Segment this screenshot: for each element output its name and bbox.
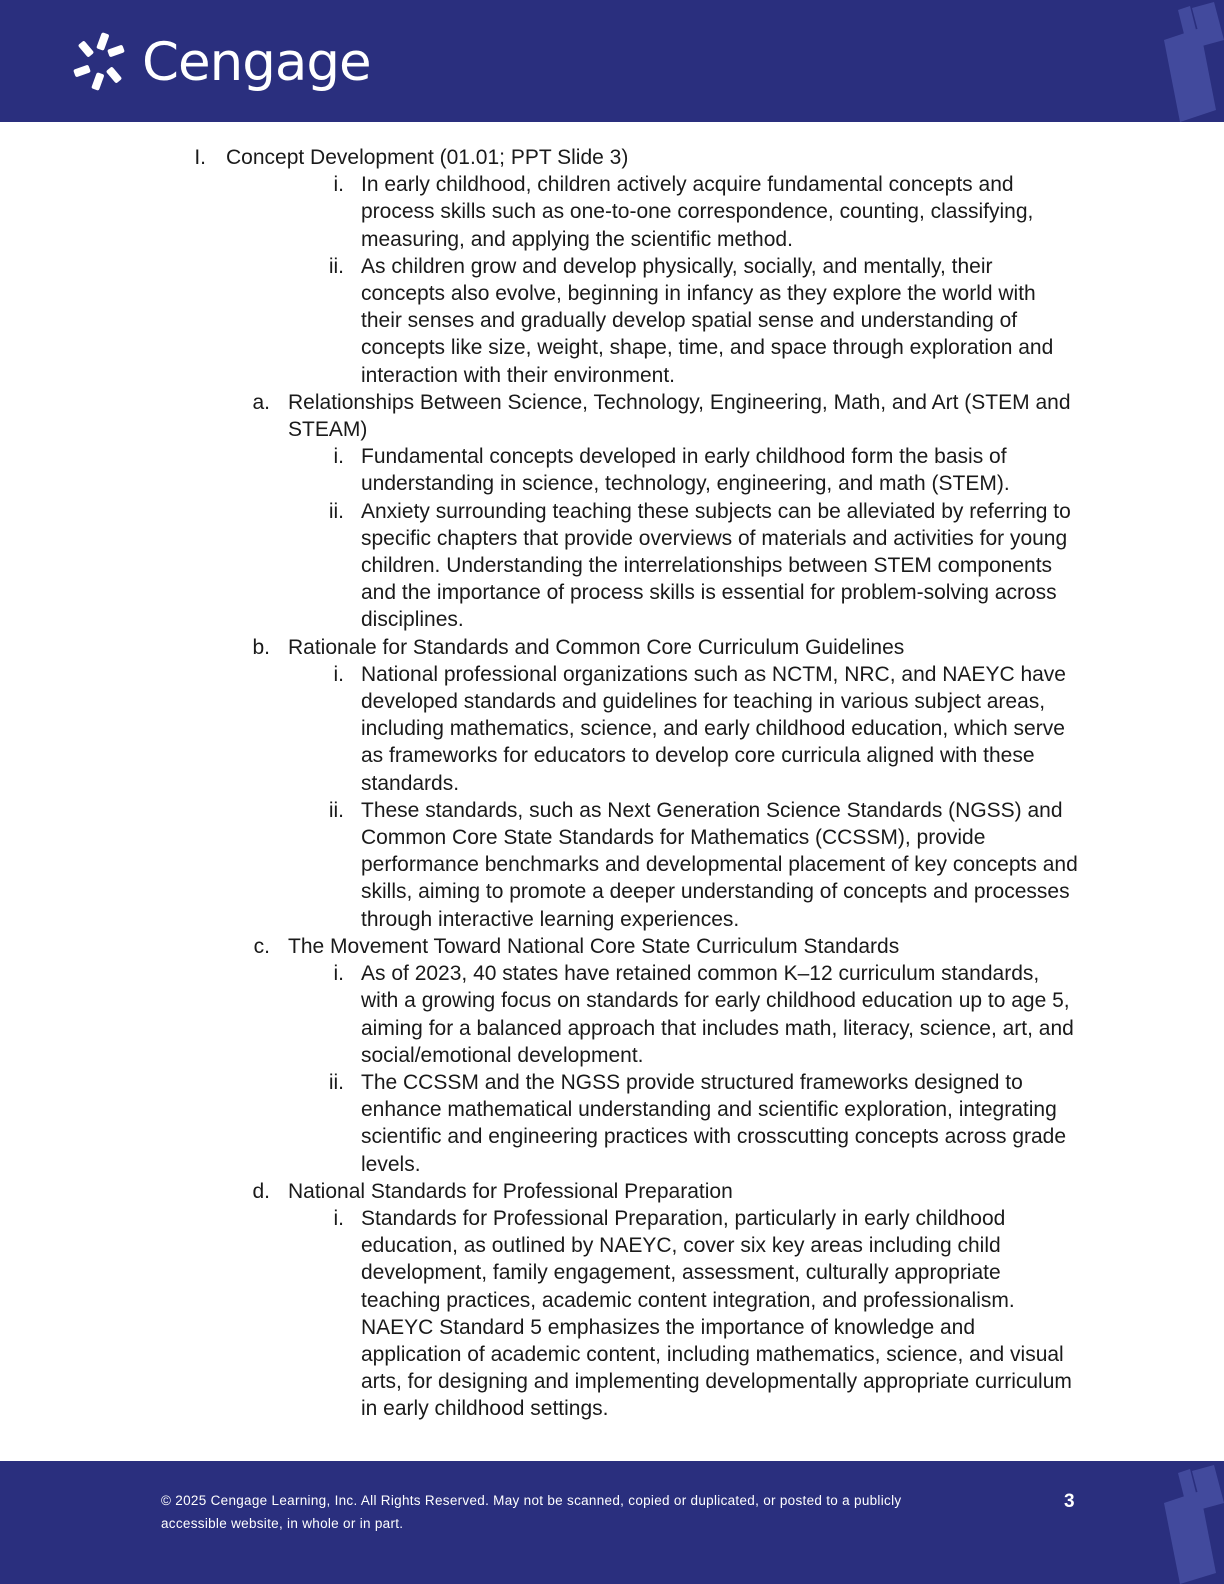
outline-marker: ii.	[328, 1070, 344, 1094]
outline-item-level-3	[0, 960, 1224, 1069]
outline-text: Concept Development (01.01; PPT Slide 3)	[226, 146, 629, 169]
outline-text: National Standards for Professional Preparation	[288, 1179, 733, 1203]
outline-text: National professional organizations such as NCTM, NRC, and NAEYC have developed standards and guidelines for teaching in various subject areas, including mathematics, science, and early childhood education, which serve as frameworks for educators to develop core curricula aligned with these standards.	[361, 662, 1066, 795]
outline-text: Anxiety surrounding teaching these subjects can be alleviated by referring to specific chapters that provide overviews of materials and activities for young children. Understanding the interrelationships between STEM components and the importance of process skills is essential for problem-solving across disciplines.	[361, 499, 1071, 632]
page-footer	[0, 1461, 1224, 1584]
outline-item-level-3	[0, 1069, 1224, 1178]
cengage-logo-icon	[72, 31, 134, 93]
outline-marker: ii.	[328, 254, 344, 278]
outline-item-level-2	[0, 634, 1224, 661]
outline-text: These standards, such as Next Generation Science Standards (NGSS) and Common Core State Standards for Mathematics (CCSSM), provide performance benchmarks and developmental placement of key concepts and skills, aiming to promote a deeper understanding of concepts and processes through interactive learning experiences.	[361, 798, 1078, 931]
outline-text: Relationships Between Science, Technology, Engineering, Math, and Art (STEM and STEAM)	[288, 390, 1071, 442]
document-outline	[0, 144, 1224, 1423]
outline-item-level-3	[0, 1205, 1224, 1423]
outline-text: Fundamental concepts developed in early childhood form the basis of understanding in science, technology, engineering, and math (STEM).	[361, 445, 1010, 496]
outline-marker: i.	[333, 1206, 344, 1230]
outline-item-level-3	[0, 443, 1224, 497]
outline-text: The Movement Toward National Core State Curriculum Standards	[288, 934, 900, 958]
corner-decoration-icon	[1144, 0, 1224, 122]
outline-marker: ii.	[328, 499, 344, 523]
outline-marker: i.	[333, 662, 344, 686]
outline-marker: d.	[252, 1179, 270, 1203]
outline-marker: b.	[252, 635, 270, 659]
outline-text: In early childhood, children actively acquire fundamental concepts and process skills such as one-to-one correspondence, counting, classifying, measuring, and applying the scientific method.	[361, 173, 1034, 251]
copyright-notice: © 2025 Cengage Learning, Inc. All Rights Reserved. May not be scanned, copied or duplicated, or posted to a publicly accessible website, in whole or in part.	[161, 1493, 902, 1531]
outline-text: Rationale for Standards and Common Core Curriculum Guidelines	[288, 635, 905, 659]
outline-text: The CCSSM and the NGSS provide structured frameworks designed to enhance mathematical understanding and scientific exploration, integrating scientific and engineering practices with crosscutting concepts across grade levels.	[361, 1070, 1067, 1176]
outline-item-level-3	[0, 253, 1224, 389]
outline-marker: i.	[333, 445, 344, 469]
outline-item-level-3	[0, 797, 1224, 933]
brand-name: Cengage	[142, 31, 371, 93]
page-header	[0, 0, 1224, 122]
corner-decoration-icon	[1144, 1461, 1224, 1584]
outline-item-level-1	[0, 144, 1224, 171]
outline-item-level-3	[0, 171, 1224, 253]
outline-marker: i.	[333, 173, 344, 197]
outline-item-level-2	[0, 1178, 1224, 1205]
cengage-logo	[72, 30, 371, 94]
outline-item-level-2	[0, 933, 1224, 960]
outline-marker: c.	[253, 934, 270, 958]
outline-text: As of 2023, 40 states have retained common K–12 curriculum standards, with a growing focus on standards for early childhood education up to age 5, aiming for a balanced approach that includes math, literacy, science, art, and social/emotional development.	[361, 962, 1074, 1067]
outline-marker: i.	[333, 962, 344, 986]
outline-marker: ii.	[328, 798, 344, 822]
page-number: 3	[1064, 1491, 1075, 1512]
outline-item-level-3	[0, 661, 1224, 797]
outline-marker: a.	[252, 390, 270, 414]
outline-text: As children grow and develop physically, socially, and mentally, their concepts also evolve, beginning in infancy as they explore the world with their senses and gradually develop spatial sense and understanding of concepts like size, weight, shape, time, and space through exploration and interaction with their environment.	[361, 254, 1054, 387]
outline-item-level-3	[0, 498, 1224, 634]
outline-item-level-2	[0, 389, 1224, 443]
outline-marker: I.	[194, 146, 206, 169]
outline-text: Standards for Professional Preparation, particularly in early childhood education, as outlined by NAEYC, cover six key areas including child development, family engagement, assessment, culturally appropriate teaching practices, academic content integration, and professionalism. NAEYC Standard 5 emphasizes the importance of knowledge and application of academic content, including mathematics, science, and visual arts, for designing and implementing developmentally appropriate curriculum in early childhood settings.	[361, 1206, 1072, 1421]
